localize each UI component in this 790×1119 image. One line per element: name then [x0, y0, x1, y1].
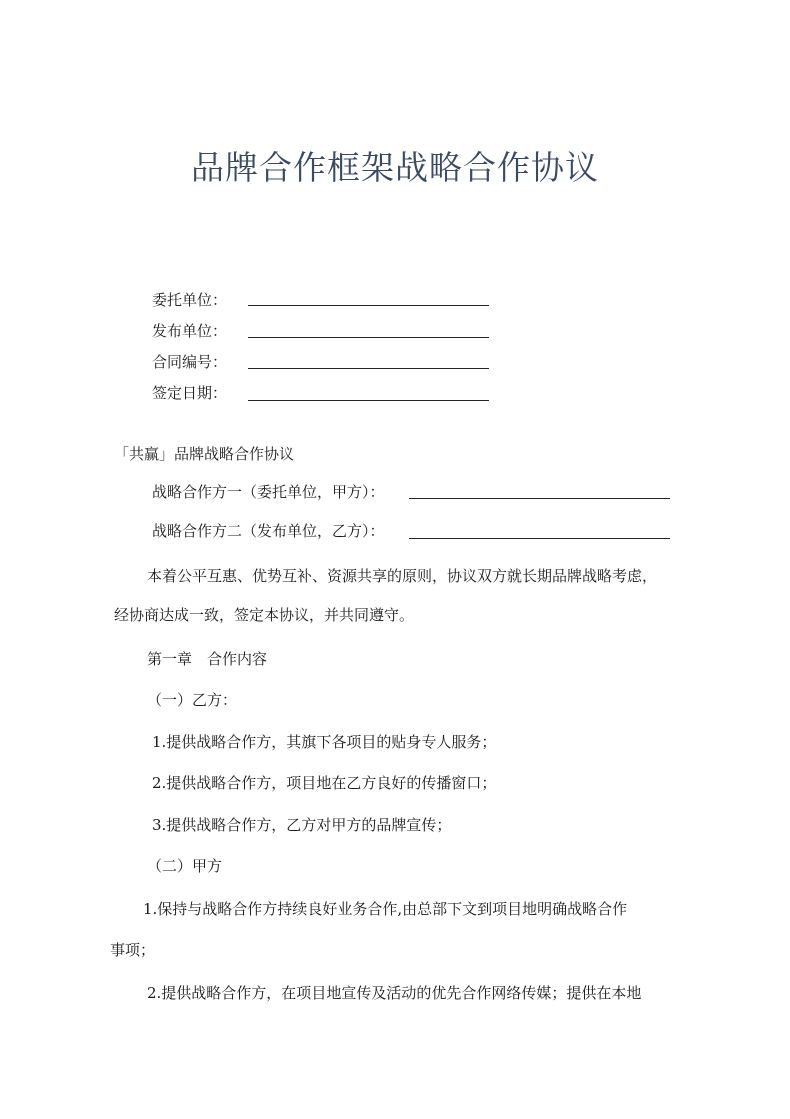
preamble-line: 经协商达成一致，签定本协议，并共同遵守。 [114, 606, 415, 624]
party-one-label: 战略合作方一（委托单位，甲方）： [152, 483, 385, 501]
party-b-heading: （一）乙方： [147, 691, 238, 709]
list-item: 1.提供战略合作方，其旗下各项目的贴身专人服务； [152, 733, 497, 751]
signing-date-label: 签定日期： [152, 384, 228, 402]
list-item: 2.提供战略合作方，项目地在乙方良好的传播窗口； [152, 774, 497, 792]
party-two-field[interactable] [409, 538, 670, 539]
party-a-heading: （二）甲方 [147, 857, 223, 875]
party-two-label: 战略合作方二（发布单位，乙方）： [152, 522, 385, 540]
signing-date-field[interactable] [248, 400, 489, 401]
party-one-field[interactable] [409, 498, 670, 499]
document-title: 品牌合作框架战略合作协议 [191, 148, 599, 187]
agreement-heading: 「共赢」品牌战略合作协议 [114, 445, 295, 463]
list-item: 3.提供战略合作方，乙方对甲方的品牌宣传； [152, 816, 452, 834]
contract-number-field[interactable] [248, 368, 489, 369]
publisher-unit-label: 发布单位： [152, 322, 228, 340]
list-item: 2.提供战略合作方，在项目地宣传及活动的优先合作网络传媒；提供在本地 [147, 984, 642, 1002]
chapter-heading: 第一章 合作内容 [147, 650, 268, 668]
client-unit-field[interactable] [248, 305, 489, 306]
contract-number-label: 合同编号： [152, 353, 228, 371]
list-item: 1.保持与战略合作方持续良好业务合作,由总部下文到项目地明确战略合作 [143, 900, 628, 918]
list-item-continuation: 事项； [110, 941, 156, 959]
client-unit-label: 委托单位： [152, 291, 228, 309]
preamble-line: 本着公平互惠、优势互补、资源共享的原则，协议双方就长期品牌战略考虑， [147, 567, 658, 585]
publisher-unit-field[interactable] [248, 337, 489, 338]
